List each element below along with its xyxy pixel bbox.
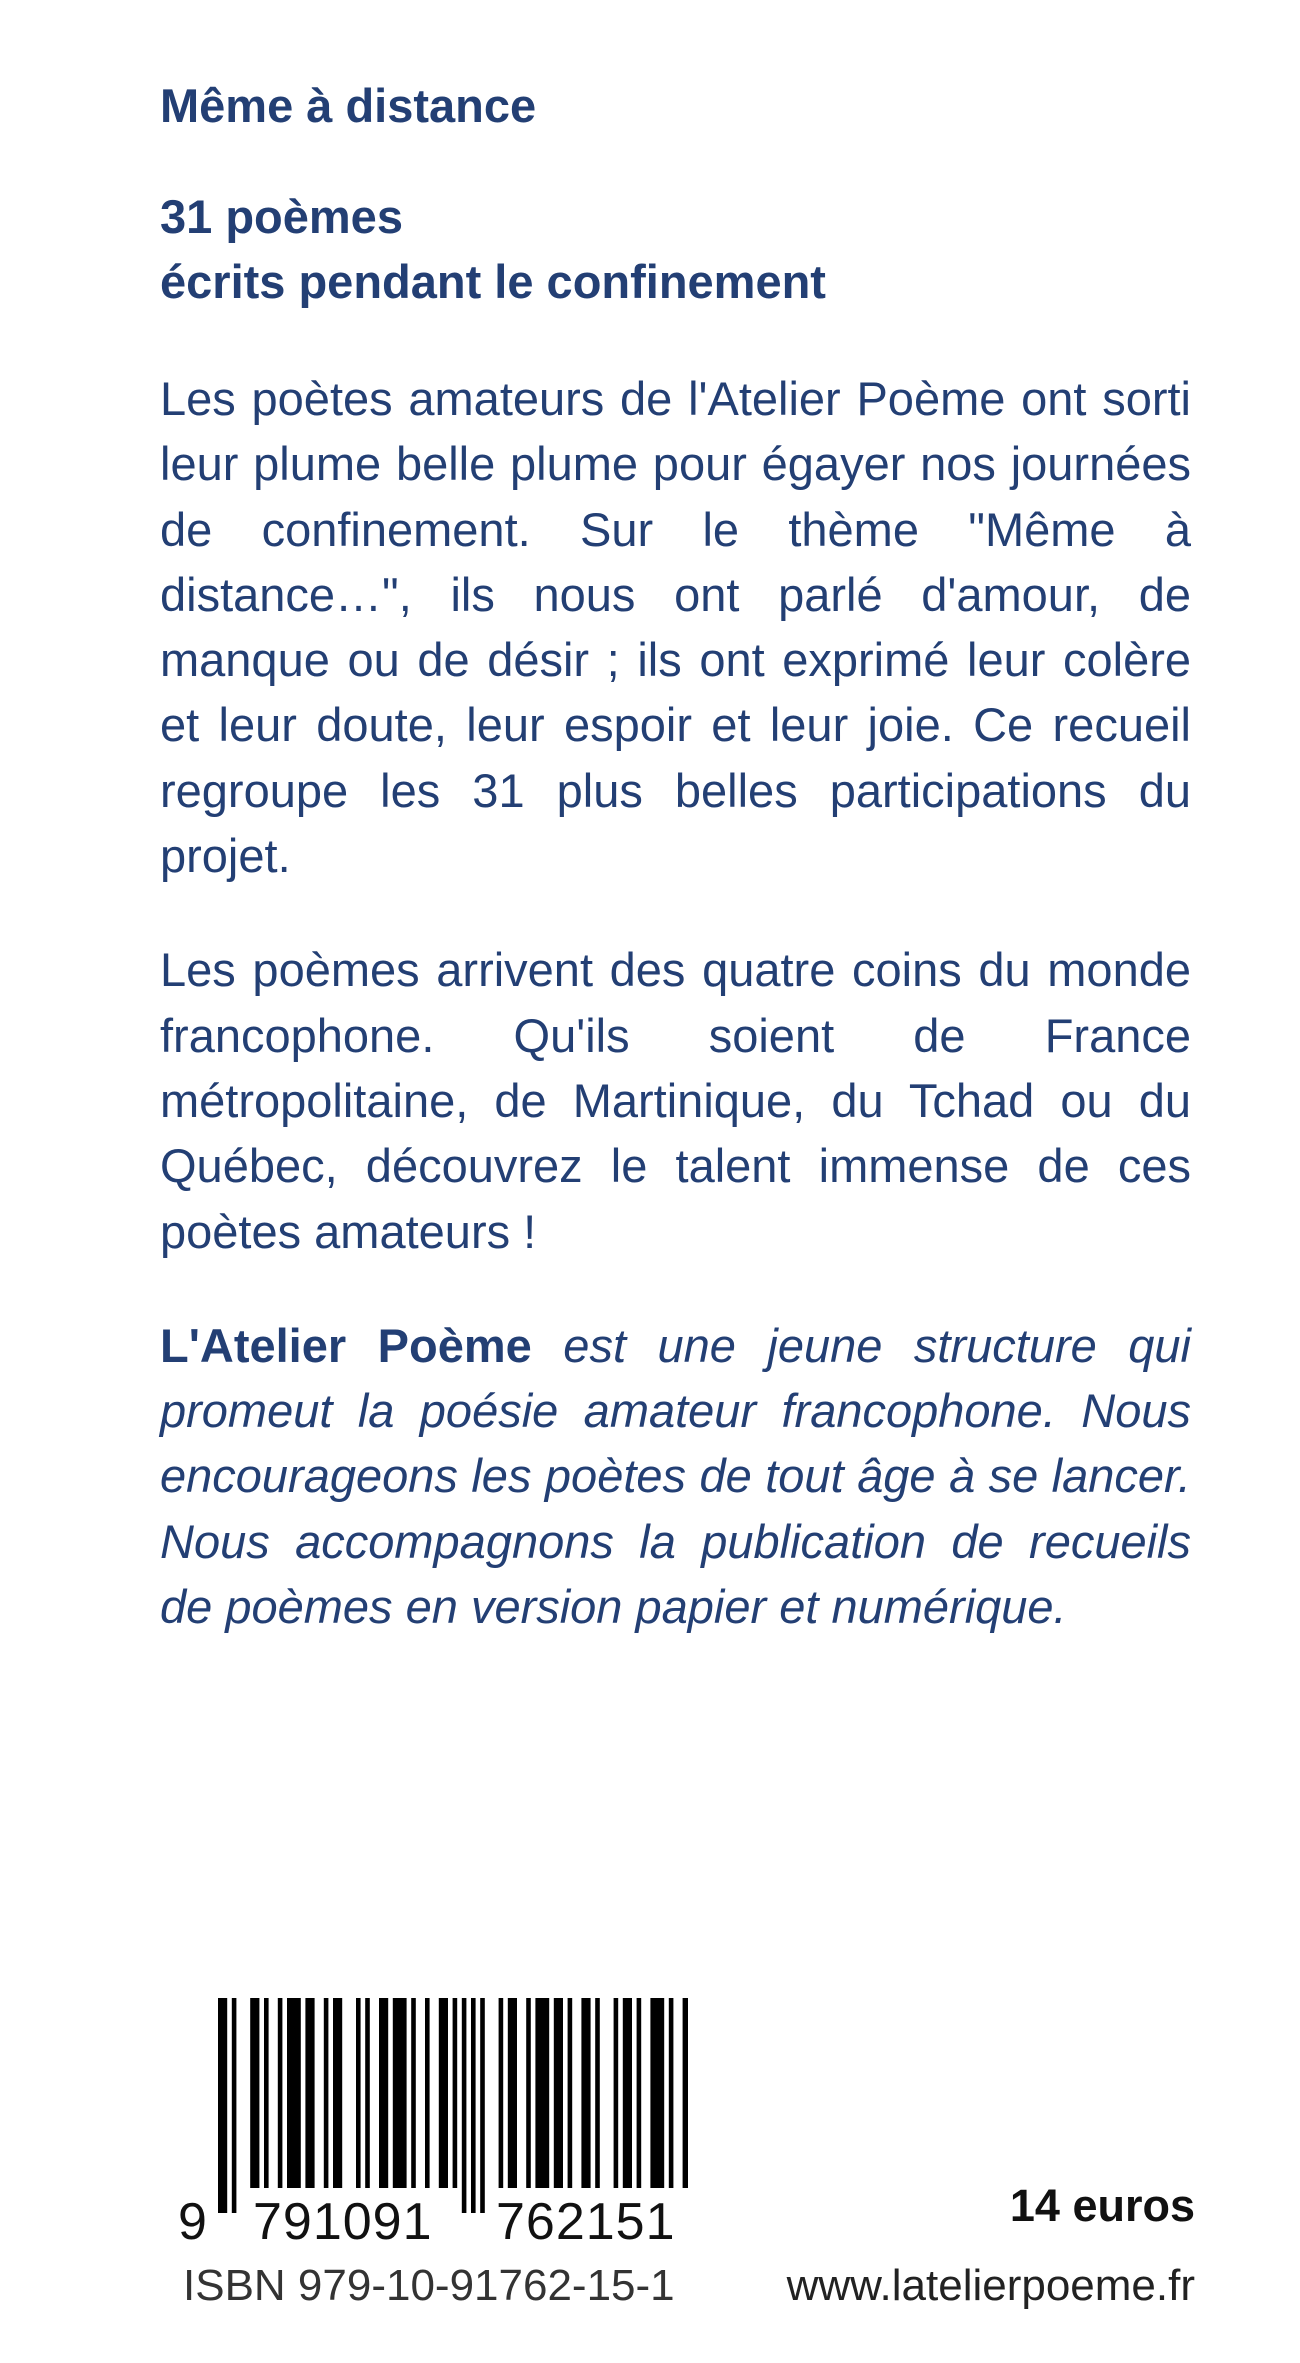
barcode-bar <box>581 1998 590 2188</box>
barcode-bar <box>650 1998 664 2188</box>
barcode-bar <box>333 1998 342 2188</box>
barcode-bar <box>393 1998 407 2188</box>
publisher-description: est une jeune structure qui promeut la poésie amateur francophone. Nous encourageons les poètes de tout âge à se lancer. Nous accompagnons la publication de recueils de poèmes en version papier et numérique. <box>160 1318 1191 1634</box>
book-subtitle <box>160 184 1191 314</box>
publisher-website: www.latelierpoeme.fr <box>786 2261 1195 2310</box>
barcode-bar <box>614 1998 619 2188</box>
barcode-bar <box>439 1998 448 2188</box>
barcode-bar <box>535 1998 549 2188</box>
barcode-bar <box>595 1998 600 2188</box>
isbn-number: ISBN 979-10-91762-15-1 <box>183 2261 675 2310</box>
barcode-bar <box>499 1998 504 2188</box>
barcode-bar <box>218 1998 227 2213</box>
barcode-digit-group-1: 791091 <box>253 2193 433 2251</box>
barcode-bar <box>471 1998 476 2213</box>
barcode-bar <box>683 1998 688 2188</box>
barcode-bar <box>508 1998 517 2188</box>
barcode-bar <box>462 1998 467 2213</box>
barcode-bar <box>232 1998 237 2213</box>
barcode-digit-group-2: 762151 <box>496 2193 676 2251</box>
price: 14 euros <box>1009 2180 1195 2231</box>
origins-paragraph: Les poèmes arrivent des quatre coins du monde francophone. Qu'ils soient de France métropolitaine, de Martinique, du Tchad ou du Québec, découvrez le talent immense de ces poètes amateurs ! <box>160 943 1191 1258</box>
barcode-bar <box>287 1998 301 2188</box>
barcode-digit-first: 9 <box>178 2193 207 2251</box>
barcode-bar <box>278 1998 283 2188</box>
barcode-bar <box>324 1998 329 2188</box>
publisher-name: L'Atelier Poème <box>160 1318 532 1372</box>
barcode-bar <box>568 1998 573 2188</box>
barcode-bar <box>623 1998 632 2188</box>
barcode-bar <box>480 1998 485 2213</box>
barcode-bar <box>669 1998 674 2188</box>
subtitle-line-1: 31 poèmes <box>160 190 403 243</box>
book-title: Même à distance <box>160 79 537 132</box>
barcode-bar <box>264 1998 269 2188</box>
publisher-paragraph <box>160 1313 1191 1639</box>
barcode-bar <box>356 1998 361 2188</box>
barcode-bars <box>218 1998 688 2213</box>
barcode-bar <box>637 1998 642 2188</box>
barcode-bar <box>526 1998 531 2188</box>
cover-text <box>160 75 1191 1639</box>
barcode-bar <box>250 1998 259 2188</box>
barcode-bar <box>379 1998 388 2188</box>
barcode-bar <box>365 1998 370 2188</box>
barcode-bar <box>453 1998 458 2188</box>
barcode-bar <box>425 1998 430 2188</box>
barcode-bar <box>554 1998 563 2188</box>
barcode-bar <box>305 1998 314 2188</box>
barcode-bar <box>411 1998 416 2188</box>
description-paragraph: Les poètes amateurs de l'Atelier Poème ont sorti leur plume belle plume pour égayer nos journées de confinement. Sur le thème "Même à distance…", ils nous ont parlé d'amour, de manque ou de désir ; ils ont exprimé leur colère et leur doute, leur espoir et leur joie. Ce recueil regroupe les 31 plus belles participations du projet. <box>160 372 1191 883</box>
subtitle-line-2: écrits pendant le confinement <box>160 255 826 308</box>
